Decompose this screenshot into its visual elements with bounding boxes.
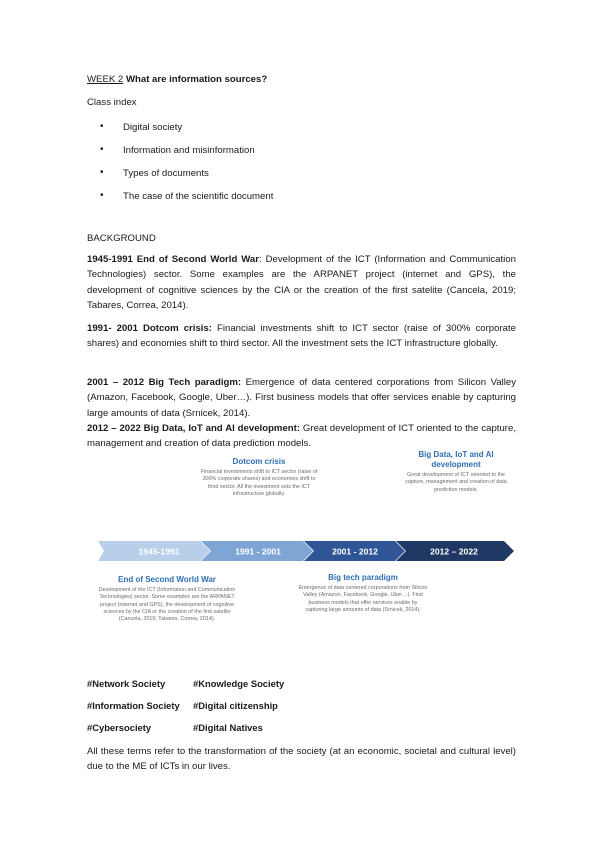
hashtag: #Digital citizenship — [193, 700, 278, 711]
hashtag: #Knowledge Society — [193, 678, 285, 689]
caption-body: Great development of ICT oriented to the capture, management and creation of data prediction models. — [405, 472, 507, 493]
timeline-label-1945: 1945-1991 — [138, 546, 180, 557]
list-item: • The case of the scientific document — [100, 185, 273, 208]
class-index-list — [100, 116, 273, 208]
caption-title: Dotcom crisis — [232, 457, 286, 466]
hashtag: #Digital Natives — [193, 722, 263, 733]
hashtag-row — [87, 676, 284, 698]
paragraph-lead: 1945-1991 End of Second World War — [87, 254, 259, 265]
list-item: • Types of documents — [100, 162, 273, 185]
paragraph-text: Financial investments shift to ICT sector (raise of 300% corporate shares) and economies shift to third sector. All the investment sets the ICT infrastructure globally. — [87, 323, 517, 350]
paragraph-big-data — [87, 421, 516, 452]
timeline-arrows — [98, 539, 518, 563]
hashtag-list — [87, 676, 284, 742]
list-item: • Digital society — [100, 116, 273, 139]
paragraph-lead: 2012 – 2022 Big Data, IoT and AI development: — [87, 423, 301, 434]
caption-title: Big tech paradigm — [328, 573, 398, 582]
paragraph-text: Emergence of data centered corporations from Silicon Valley (Amazon, Facebook, Google, Uber…). First business models that offer services enable by capturing large amounts of data (Srnicek, 2014). — [87, 377, 516, 419]
paragraph-end-of-war — [87, 252, 516, 313]
page-title — [87, 72, 267, 87]
timeline-caption-big-data — [398, 450, 514, 494]
background-heading: BACKGROUND — [87, 233, 156, 244]
class-index-label: Class index — [87, 97, 137, 108]
timeline-caption-end-of-war — [98, 575, 236, 623]
week-label: WEEK 2 — [87, 74, 124, 85]
hashtag-row — [87, 698, 284, 720]
caption-title: End of Second World War — [118, 575, 216, 584]
caption-body: Financial investments shift to ICT sector (raise of 300% corporate shares) and economies shift to third sector. All the investment sets the ICT infrastructure globally. — [200, 469, 318, 497]
week-question: What are information sources? — [125, 74, 268, 85]
timeline-label-2001: 2001 - 2012 — [332, 546, 378, 557]
caption-body: Development of the ICT (Information and Communication Technologies) sector. Some examples are the ARPANET project (internet and GPS), the development of cognitive sciences by the CIA or the creation of the first satelite (Cancela, 2019; Tabares, Correa, 2014). — [98, 587, 236, 623]
closing-paragraph: All these terms refer to the transformation of the society (at an economic, societal and cultural level) due to the ME of ICTs in our lives. — [87, 746, 516, 773]
paragraph-big-tech — [87, 375, 516, 421]
paragraph-text: Great development of ICT oriented to the capture, management and creation of data prediction models. — [87, 423, 516, 450]
list-item: • Information and misinformation — [100, 139, 273, 162]
caption-title: Big Data, IoT and AI development — [418, 450, 494, 469]
timeline-label-2012: 2012 – 2022 — [430, 546, 478, 557]
timeline-diagram — [98, 450, 518, 645]
paragraph-text: : Development of the ICT (Information and Communication Technologies) sector. Some examples are the ARPANET project (internet and GPS), the development of cognitive sciences by the CIA or the creation of the first satelite (Cancela, 2019; Tabares, Correa, 2014). — [87, 254, 516, 311]
hashtag: #Network Society — [87, 678, 166, 689]
hashtag: #Cybersociety — [87, 722, 152, 733]
paragraph-dotcom — [87, 321, 516, 352]
paragraph-lead: 1991- 2001 Dotcom crisis: — [87, 323, 212, 334]
timeline-caption-big-tech — [298, 573, 428, 614]
caption-body: Emergence of data centered corporations from Silicon Valley (Amazon, Facebook, Google, Uber…). First business models that offer services enable by capturing large amounts of data (Srnicek, 2014). — [298, 585, 428, 613]
timeline-label-1991: 1991 - 2001 — [235, 546, 281, 557]
hashtag: #Information Society — [87, 700, 180, 711]
timeline-caption-dotcom — [198, 457, 320, 498]
paragraph-lead: 2001 – 2012 Big Tech paradigm: — [87, 377, 242, 388]
hashtag-row — [87, 720, 284, 742]
